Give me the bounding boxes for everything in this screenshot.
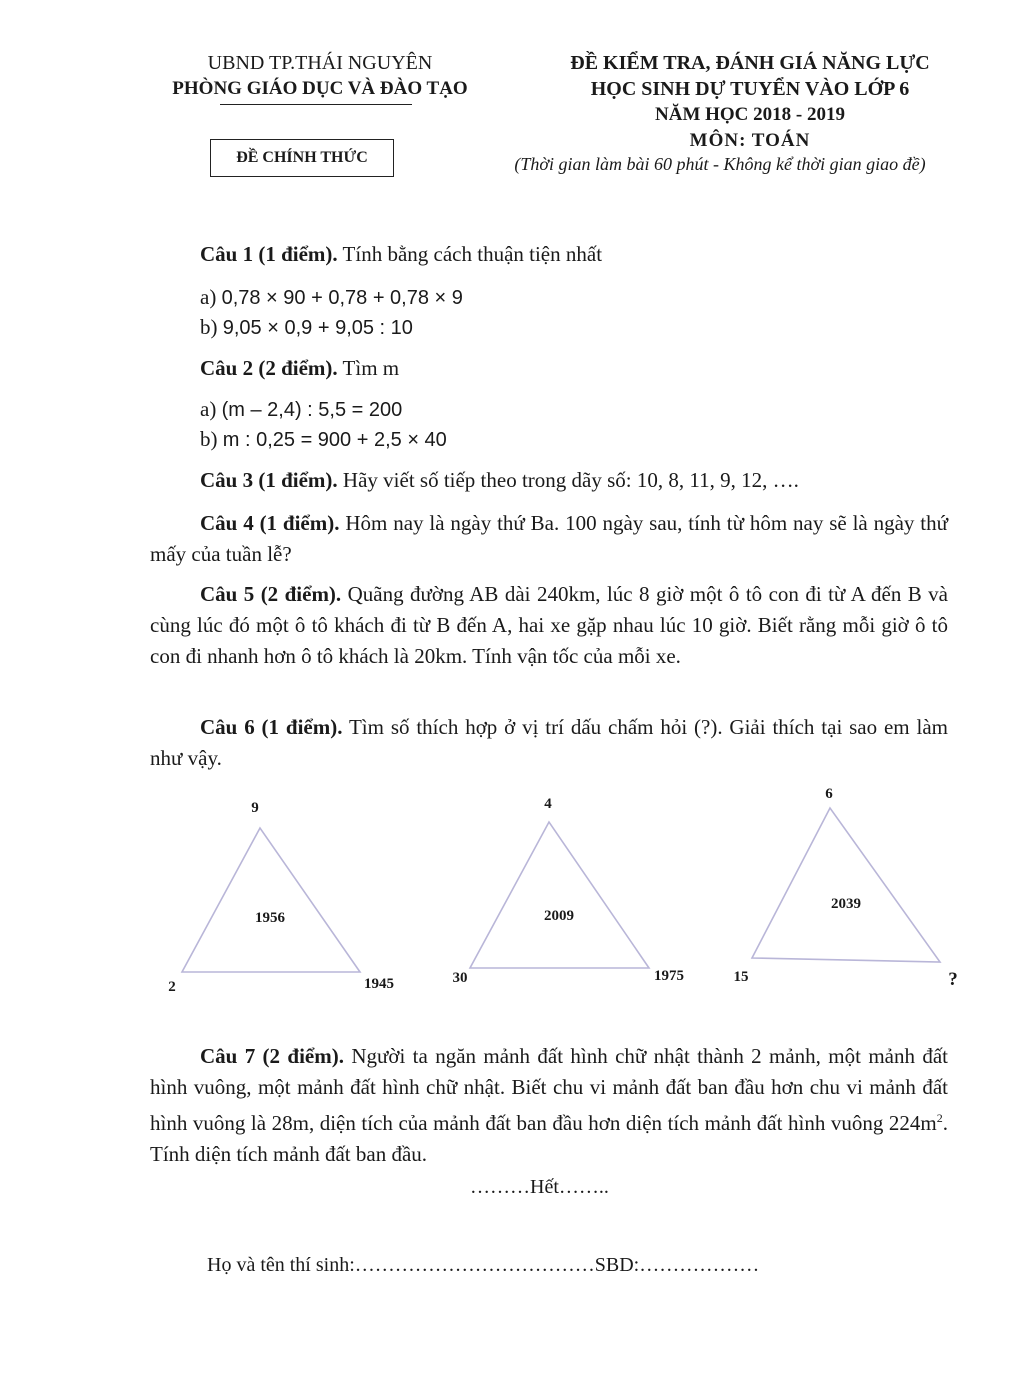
- triangle-2-right: 1975: [654, 968, 684, 984]
- triangle-2-left: 30: [452, 970, 468, 986]
- triangle-3-right: ?: [948, 969, 958, 990]
- question-1a-label: a): [200, 285, 222, 309]
- triangle-1-right: 1945: [364, 976, 394, 992]
- question-1a-expression: 0,78 × 90 + 0,78 + 0,78 × 9: [221, 287, 463, 309]
- triangle-3-left: 15: [733, 969, 749, 985]
- question-7: [150, 1041, 948, 1170]
- question-5-title: Câu 5 (2 điểm).: [200, 582, 342, 606]
- question-4-title: Câu 4 (1 điểm).: [200, 511, 340, 535]
- triangle-1-center: 1956: [255, 910, 285, 926]
- triangle-3-center: 2039: [831, 896, 861, 912]
- candidate-name-line: Họ và tên thí sinh:………………………………SBD:………………: [207, 1254, 760, 1276]
- official-stamp-box: ĐỀ CHÍNH THỨC: [210, 139, 394, 177]
- question-7-text: Người ta ngăn mảnh đất hình chữ nhật thành 2 mảnh, một mảnh đất hình vuông, một mảnh đất hình chữ nhật. Biết chu vi mảnh đất ban đầu hơn chu vi mảnh đất hình vuông là 28m, diện tích của mảnh đất ban đầu hơn diện tích mảnh đất hình vuông: [150, 1044, 948, 1135]
- question-2-text: Tìm m: [337, 356, 400, 380]
- question-6-title: Câu 6 (1 điểm).: [200, 715, 343, 739]
- triangle-3-top: 6: [825, 786, 833, 802]
- time-note: (Thời gian làm bài 60 phút - Không kể thời gian giao đề): [514, 154, 926, 174]
- question-2b-expression: m : 0,25 = 900 + 2,5 × 40: [222, 429, 447, 451]
- question-1b-label: b): [200, 315, 223, 339]
- question-2b-label: b): [200, 427, 223, 451]
- school-year: NĂM HỌC 2018 - 2019: [655, 104, 845, 125]
- issuer-name: UBND TP.THÁI NGUYÊN: [207, 52, 433, 74]
- question-1b-expression: 9,05 × 0,9 + 9,05 : 10: [222, 317, 413, 339]
- question-7-area-exponent: 2: [936, 1111, 943, 1125]
- triangle-1-top: 9: [251, 800, 259, 816]
- question-2a-label: a): [200, 397, 222, 421]
- triangle-2-outline: [470, 822, 649, 968]
- question-7-area-value: 224m: [888, 1111, 937, 1135]
- exam-title-line2: HỌC SINH DỰ TUYỂN VÀO LỚP 6: [590, 78, 910, 100]
- question-7-text-end: . Tính diện tích mảnh đất ban đầu.: [150, 1111, 948, 1166]
- subject: MÔN: TOÁN: [689, 130, 811, 151]
- question-1-text: Tính bằng cách thuận tiện nhất: [337, 242, 603, 266]
- question-1-title: Câu 1 (1 điểm).: [200, 242, 338, 266]
- question-4-text: Hôm nay là ngày thứ Ba. 100 ngày sau, tính từ hôm nay sẽ là ngày thứ mấy của tuần lễ?: [150, 511, 948, 566]
- end-marker: ………Hết……..: [470, 1176, 609, 1198]
- triangle-1-left: 2: [168, 979, 176, 995]
- triangle-3-outline: [752, 808, 940, 962]
- triangle-2-top: 4: [544, 796, 552, 812]
- question-7-title: Câu 7 (2 điểm).: [200, 1044, 344, 1068]
- triangle-2-center: 2009: [544, 908, 574, 924]
- question-2-title: Câu 2 (2 điểm).: [200, 356, 338, 380]
- triangle-1-outline: [182, 828, 360, 972]
- question-3-title: Câu 3 (1 điểm).: [200, 468, 338, 492]
- department-name: PHÒNG GIÁO DỤC VÀ ĐÀO TẠO: [172, 78, 468, 99]
- question-5-text: Quãng đường AB dài 240km, lúc 8 giờ một ô tô con đi từ A đến B và cùng lúc đó một ô tô khách đi từ B đến A, hai xe gặp nhau lúc 10 giờ. Biết rằng mỗi giờ ô tô con đi nhanh hơn ô tô khách là 20km. Tính vận tốc của mỗi xe.: [150, 582, 948, 668]
- exam-title-line1: ĐỀ KIỂM TRA, ĐÁNH GIÁ NĂNG LỰC: [570, 52, 930, 74]
- question-6-text: Tìm số thích hợp ở vị trí dấu chấm hỏi (?). Giải thích tại sao em làm như vậy.: [150, 715, 948, 770]
- question-2a-expression: (m – 2,4) : 5,5 = 200: [221, 399, 403, 421]
- question-3-text: Hãy viết số tiếp theo trong dãy số: 10, 8, 11, 9, 12, ….: [337, 468, 799, 492]
